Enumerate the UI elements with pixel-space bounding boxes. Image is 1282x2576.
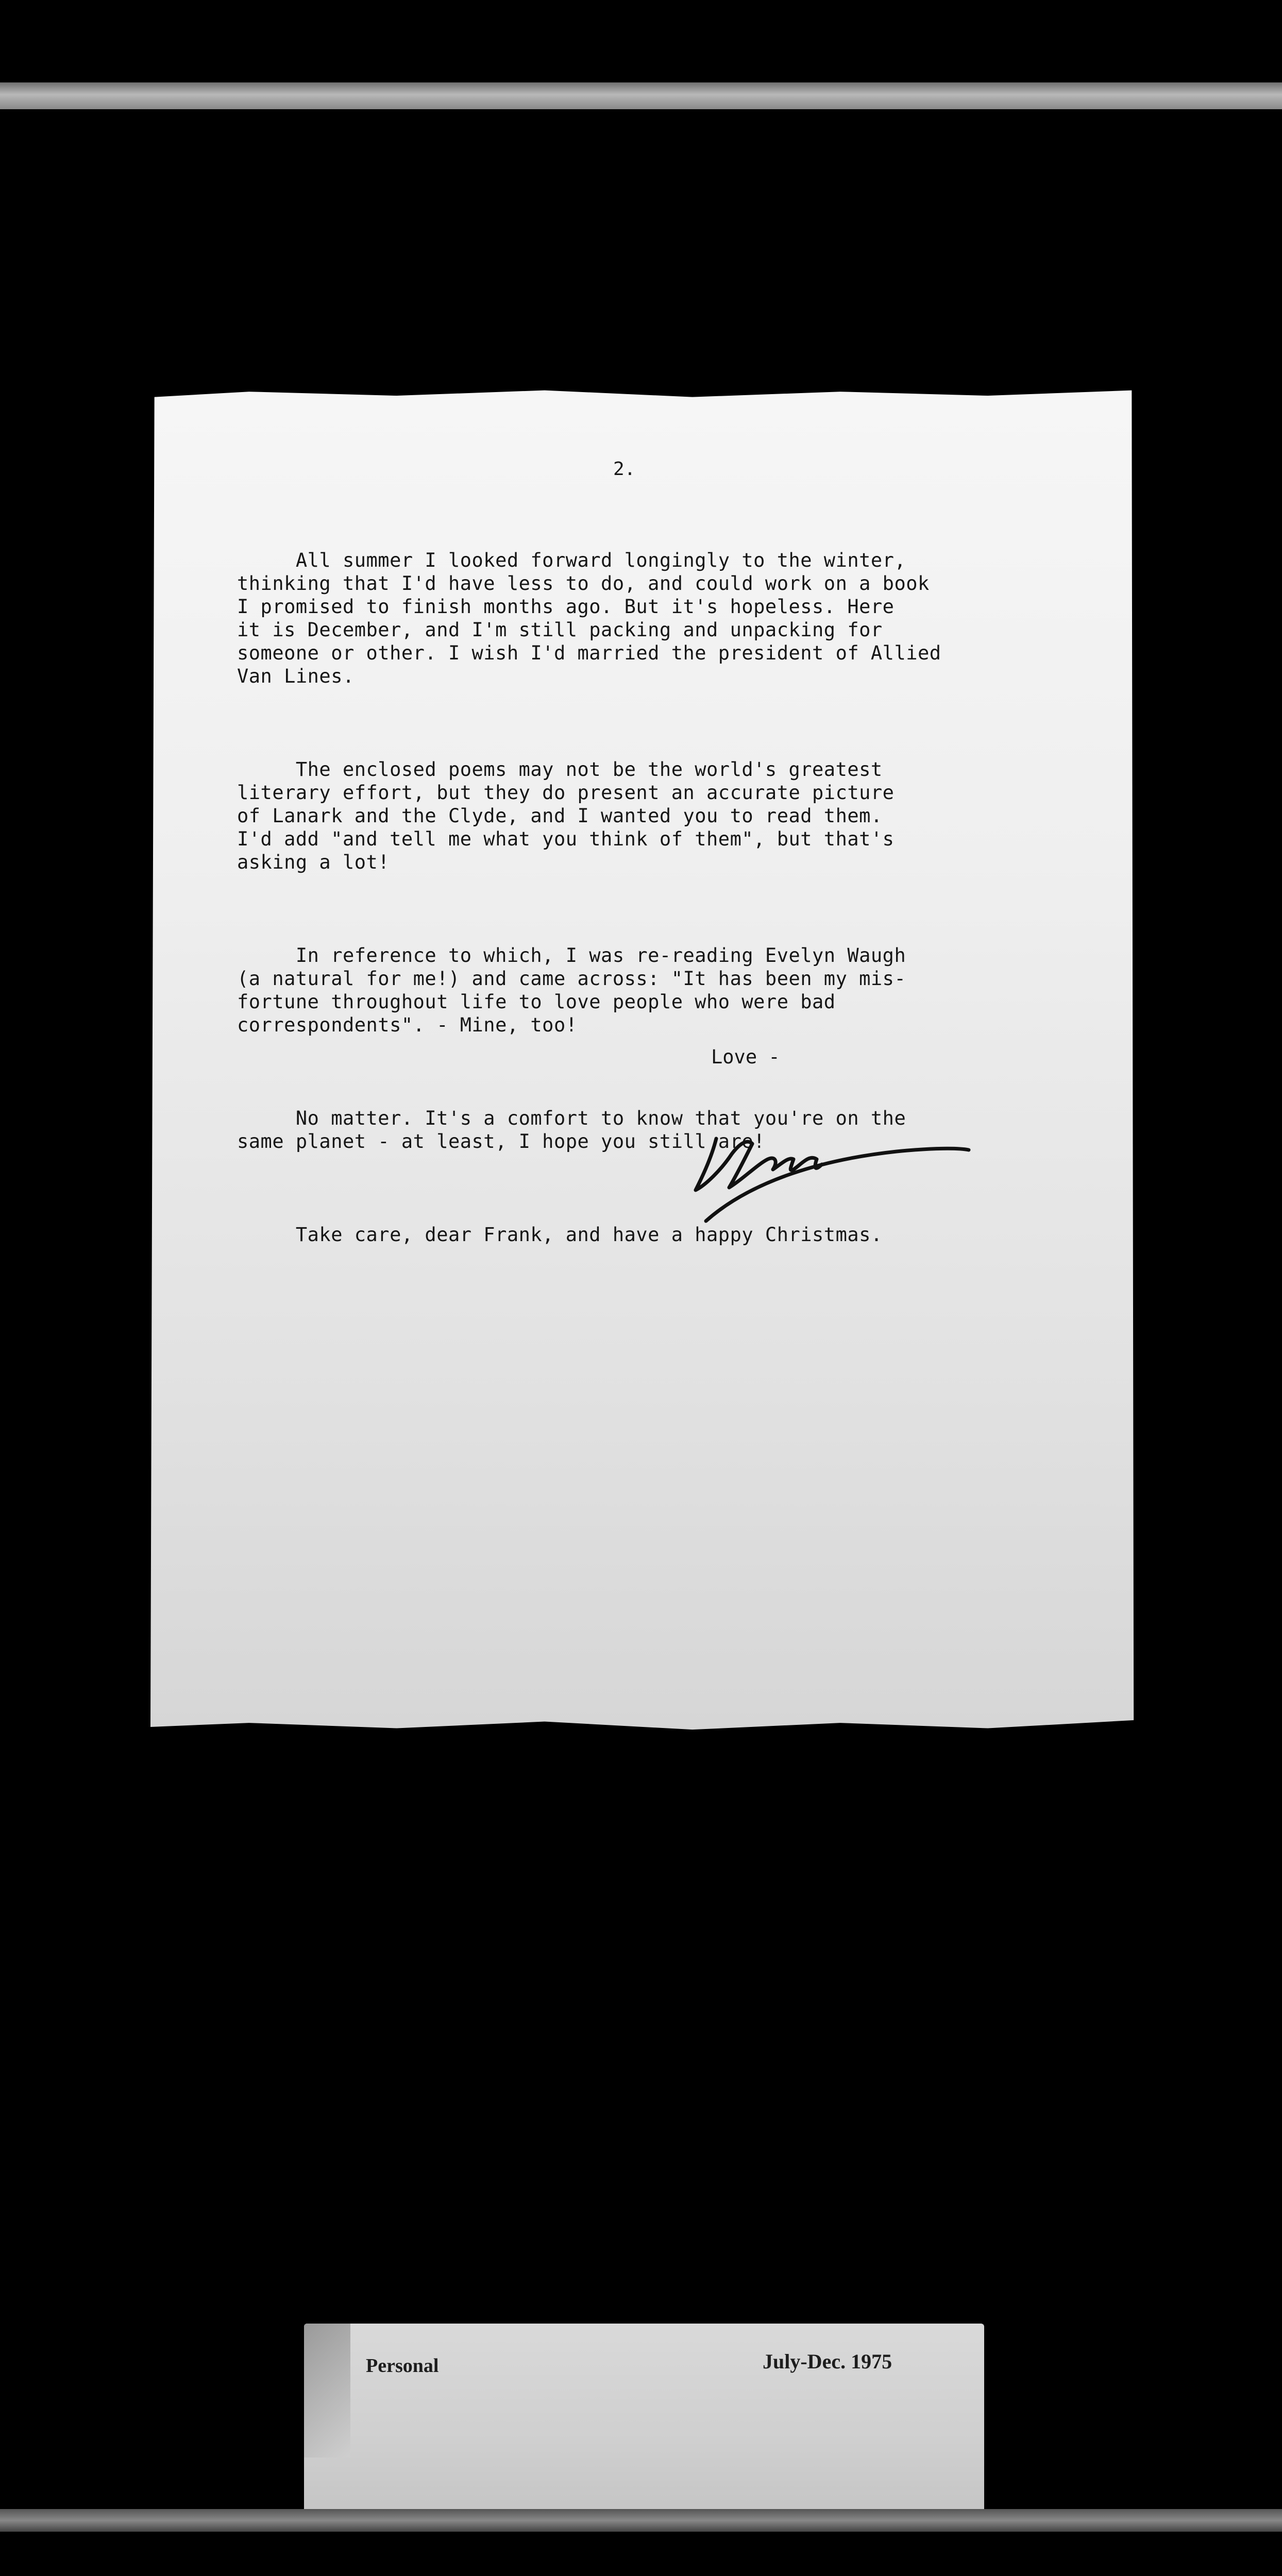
film-edge-bottom	[0, 2509, 1282, 2532]
paragraph-1: All summer I looked forward longingly to the winter, thinking that I'd have less to do, and could work on a book I promised to finish months ago. But it's hopeless. Here it is December, and I'm still packing and unpacking for someone or other. I wish I'd married the president of Allied Van Lines.	[237, 549, 941, 687]
archive-label-card	[304, 2324, 984, 2519]
paragraph-4: No matter. It's a comfort to know that you're on the same planet - at least, I hope you still are!	[237, 1107, 906, 1153]
paragraph-3: In reference to which, I was re-reading Evelyn Waugh (a natural for me!) and came across: "It has been my mis- fortune throughout life to love people who were bad correspondents". - Mine, too!	[237, 944, 906, 1036]
label-category: Personal	[366, 2355, 439, 2377]
page-number: 2.	[613, 459, 636, 480]
film-edge-top	[0, 82, 1282, 109]
handwritten-signature	[690, 1087, 979, 1242]
label-date-range: July-Dec. 1975	[763, 2350, 892, 2373]
paragraph-5: Take care, dear Frank, and have a happy Christmas.	[237, 1224, 883, 1246]
closing: Love -	[711, 1046, 780, 1068]
paragraph-2: The enclosed poems may not be the world's greatest literary effort, but they do present an accurate picture of Lanark and the Clyde, and I wanted you to read them. I'd add "and tell me what you think of them", but that's asking a lot!	[237, 758, 895, 873]
